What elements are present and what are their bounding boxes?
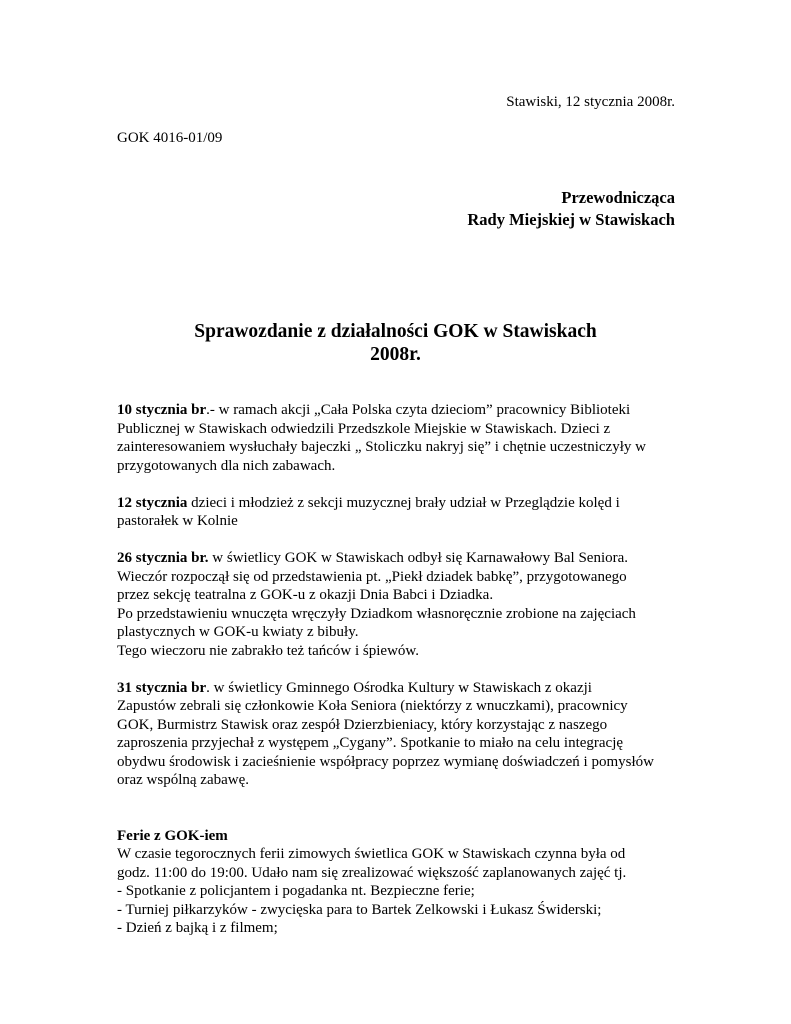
title-line-2: 2008r. [370, 344, 421, 365]
recipient-council: Rady Miejskiej w Stawiskach [467, 210, 675, 229]
list-item: - Spotkanie z policjantem i pogadanka nt. Bezpieczne ferie; [117, 883, 475, 899]
entry-text: . w świetlicy Gminnego Ośrodka Kultury w Stawiskach z okazji Zapustów zebrali się członkowie Koła Seniora (niektórzy z wnuczkami), pracownicy GOK, Burmistrz Stawisk oraz zespół Dzierzbieniacy, który korzystając z naszego zaproszenia przyjechał z występem „Cygany”. Spotkanie to miało na celu integrację obydwu środowisk i zacieśnienie współpracy poprzez wymianę doświadczeń i pomysłów oraz wspólną zabawę. [117, 679, 654, 788]
entry-date: 31 stycznia br [117, 679, 207, 696]
ferie-heading: Ferie z GOK-iem [117, 827, 228, 844]
list-item: - Turniej piłkarzyków - zwycięska para to Bartek Zelkowski i Łukasz Świderski; [117, 901, 602, 918]
ferie-text: W czasie tegorocznych ferii zimowych świetlica GOK w Stawiskach czynna była od godz. 11:00 do 19:00. Udało nam się zrealizować większość zaplanowanych zajęć tj. [117, 846, 627, 881]
recipient-block [467, 187, 675, 231]
document-date: Stawiski, 12 stycznia 2008r. [506, 94, 675, 110]
reference-number: GOK 4016-01/09 [117, 130, 223, 146]
entry-date: 26 stycznia br. [117, 550, 209, 566]
entry-text: .- w ramach akcji „Cała Polska czyta dzieciom” pracownicy Biblioteki Publicznej w Stawiskach odwiedzili Przedszkole Miejskie w Stawiskach. Dzieci z zainteresowaniem wysłuchały bajeczki „ Stoliczku nakryj się” i chętnie uczestniczyły w przygotowanych dla nich zabawach. [117, 402, 646, 474]
entry-text: dzieci i młodzież z sekcji muzycznej brały udział w Przeglądzie kolęd i pastorałek w Kolnie [117, 494, 620, 529]
title-line-1: Sprawozdanie z działalności GOK w Stawiskach [194, 321, 597, 342]
report-body [117, 401, 687, 938]
entry-paragraph [117, 401, 687, 475]
recipient-title: Przewodnicząca [561, 188, 675, 207]
list-item: - Dzień z bajką i z filmem; [117, 920, 278, 936]
entry-paragraph [117, 679, 687, 790]
entry-date: 10 stycznia br [117, 402, 207, 418]
entry-text: w świetlicy GOK w Stawiskach odbył się Karnawałowy Bal Seniora. Wieczór rozpoczął się od przedstawienia pt. „Piekł dziadek babkę”, przygotowanego przez sekcję teatralna z GOK-u z okazji Dnia Babci i Dziadka. Po przedstawieniu wnuczęta wręczyły Dziadkom własnoręcznie zrobione na zajęciach plastycznych w GOK-u kwiaty z bibuły. Tego wieczoru nie zabrakło też tańców i śpiewów. [117, 550, 636, 659]
entry-date: 12 stycznia [117, 494, 188, 511]
entry-paragraph [117, 549, 687, 660]
report-title [0, 320, 791, 366]
ferie-section [117, 827, 687, 846]
entry-paragraph [117, 494, 687, 531]
